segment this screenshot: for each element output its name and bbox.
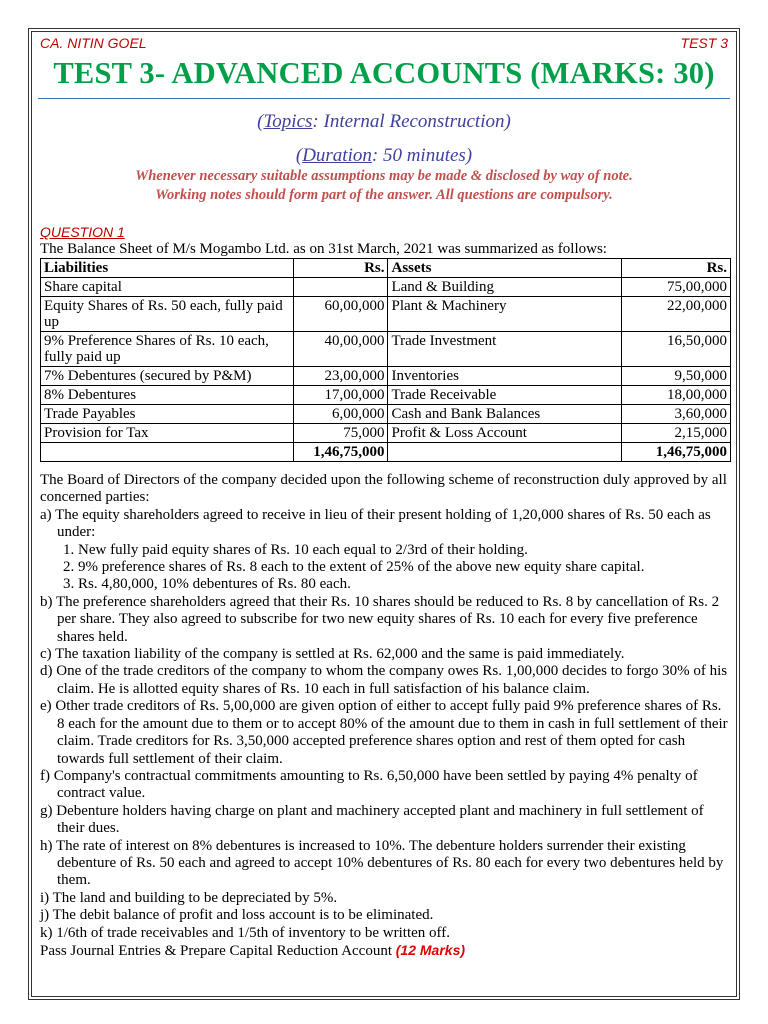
author-name: CA. NITIN GOEL <box>40 35 147 51</box>
duration-label: Duration <box>302 145 372 166</box>
table-cell: 3,60,000 <box>622 405 731 424</box>
scheme-item-a: a) The equity shareholders agreed to receive in lieu of their present holding of 1,20,000 shares of Rs. 50 each as under: <box>40 506 711 541</box>
table-cell: Inventories <box>388 367 622 386</box>
scheme-item-c: c) The taxation liability of the company is settled at Rs. 62,000 and the same is paid immediately. <box>40 646 625 663</box>
table-cell: 2,15,000 <box>622 424 731 443</box>
table-cell: 22,00,000 <box>622 297 731 332</box>
table-cell: Land & Building <box>388 278 622 297</box>
question-intro: The Balance Sheet of M/s Mogambo Ltd. as on 31st March, 2021 was summarized as follows: <box>40 241 607 257</box>
table-cell: 6,00,000 <box>293 405 388 424</box>
table-cell: Plant & Machinery <box>388 297 622 332</box>
assets-total: 1,46,75,000 <box>622 443 731 462</box>
liabilities-total: 1,46,75,000 <box>293 443 388 462</box>
topics-line: (Topics: Internal Reconstruction) <box>257 111 511 132</box>
scheme-item-e: e) Other trade creditors of Rs. 5,00,000 are given option of either to accept fully paid 9% preference shares of Rs. 8 each for the amount due to them or to accept 80% of the amount due to them in cash in full settlement of their claim. Trade creditors for Rs. 3,50,000 accepted preference shares option and rest of them opted for cash towards full settlement of their claim. <box>40 698 728 767</box>
table-cell: 8% Debentures <box>41 386 294 405</box>
scheme-item-h: h) The rate of interest on 8% debentures is increased to 10%. The debenture holders surrender their existing debenture of Rs. 50 each and agreed to accept 10% debentures of Rs. 80 each for every two debentures held by them. <box>40 837 724 889</box>
subitem-1: 1. New fully paid equity shares of Rs. 10 each equal to 2/3rd of their holding. <box>63 541 528 558</box>
subitem-3: 3. Rs. 4,80,000, 10% debentures of Rs. 80 each. <box>63 576 351 593</box>
instruction-text: Pass Journal Entries & Prepare Capital Reduction Account <box>40 942 396 959</box>
topics-text: : Internal Reconstruction) <box>312 111 511 132</box>
note-line: Working notes should form part of the answer. All questions are compulsory. <box>155 187 613 203</box>
table-cell: 75,00,000 <box>622 278 731 297</box>
question-body <box>40 472 732 960</box>
table-row <box>41 297 731 332</box>
scheme-item-j: j) The debit balance of profit and loss account is to be eliminated. <box>40 907 434 924</box>
table-cell: 9% Preference Shares of Rs. 10 each, fully paid up <box>41 332 294 367</box>
page-title: TEST 3- ADVANCED ACCOUNTS (MARKS: 30) <box>53 56 715 90</box>
instruction-line <box>40 942 732 960</box>
table-row <box>41 424 731 443</box>
scheme-item-d: d) One of the trade creditors of the company to whom the company owes Rs. 1,00,000 decides to forgo 30% of his claim. He is allotted equity shares of Rs. 10 each in full satisfaction of his balance claim. <box>40 663 728 697</box>
subitem-2: 2. 9% preference shares of Rs. 8 each to the extent of 25% of the above new equity share capital. <box>63 559 645 576</box>
table-cell <box>41 443 294 462</box>
balance-sheet-table <box>40 258 731 462</box>
table-row <box>41 386 731 405</box>
title-divider <box>38 98 730 99</box>
note-line: Whenever necessary suitable assumptions may be made & disclosed by way of note. <box>135 168 633 184</box>
header-cell: Rs. <box>293 259 388 278</box>
table-cell: 7% Debentures (secured by P&M) <box>41 367 294 386</box>
table-cell <box>388 443 622 462</box>
table-cell: 40,00,000 <box>293 332 388 367</box>
scheme-intro: The Board of Directors of the company decided upon the following scheme of reconstruction duly approved by all concerned parties: <box>40 472 727 506</box>
table-row <box>41 367 731 386</box>
scheme-item-g: g) Debenture holders having charge on plant and machinery accepted plant and machinery in full settlement of their dues. <box>40 802 704 837</box>
table-row <box>41 405 731 424</box>
table-cell: Trade Receivable <box>388 386 622 405</box>
table-header-row <box>41 259 731 278</box>
table-cell: Provision for Tax <box>41 424 294 443</box>
table-cell: Profit & Loss Account <box>388 424 622 443</box>
header-cell: Liabilities <box>41 259 294 278</box>
table-cell: Share capital <box>41 278 294 297</box>
table-cell: 18,00,000 <box>622 386 731 405</box>
table-cell: Trade Payables <box>41 405 294 424</box>
table-cell: Trade Investment <box>388 332 622 367</box>
question-heading: QUESTION 1 <box>40 224 125 240</box>
table-cell: 23,00,000 <box>293 367 388 386</box>
table-cell: Equity Shares of Rs. 50 each, fully paid up <box>41 297 294 332</box>
marks-label: (12 Marks) <box>395 941 466 958</box>
table-cell <box>293 278 388 297</box>
header-cell: Assets <box>388 259 622 278</box>
page-header <box>40 35 728 53</box>
table-row <box>41 278 731 297</box>
table-cell: Cash and Bank Balances <box>388 405 622 424</box>
scheme-item-i: i) The land and building to be depreciated by 5%. <box>40 889 338 906</box>
table-cell: 16,50,000 <box>622 332 731 367</box>
table-row <box>41 332 731 367</box>
table-cell: 60,00,000 <box>293 297 388 332</box>
test-label: TEST 3 <box>680 35 728 51</box>
table-cell: 75,000 <box>293 424 388 443</box>
scheme-item-b: b) The preference shareholders agreed that their Rs. 10 shares should be reduced to Rs. 8 by cancellation of Rs. 2 per share. They also agreed to subscribe for two new equity shares of Rs. 10 each for every five preference shares held. <box>40 593 720 645</box>
scheme-item-k: k) 1/6th of trade receivables and 1/5th of inventory to be written off. <box>40 924 451 941</box>
table-cell: 9,50,000 <box>622 367 731 386</box>
table-total-row <box>41 443 731 462</box>
topics-label: Topics <box>263 111 313 132</box>
table-cell: 17,00,000 <box>293 386 388 405</box>
duration-line: (Duration: 50 minutes) <box>295 145 473 166</box>
instructions-note <box>0 167 768 205</box>
duration-text: : 50 minutes) <box>371 145 473 166</box>
header-cell: Rs. <box>622 259 731 278</box>
scheme-item-f: f) Company's contractual commitments amounting to Rs. 6,50,000 have been settled by paying 4% penalty of contract value. <box>40 767 698 802</box>
